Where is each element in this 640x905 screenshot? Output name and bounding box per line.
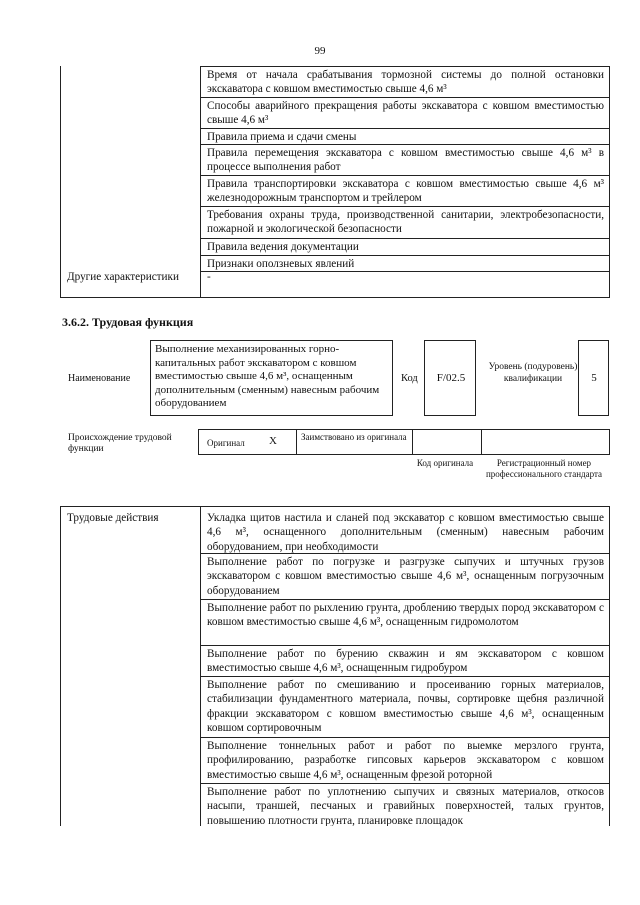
section-title: 3.6.2. Трудовая функция [62,315,194,329]
page-number: 99 [314,45,326,57]
borrowed-label: Заимствовано из оригинала [301,432,407,442]
level-label: Уровень (подуровень) квалификации [488,362,578,384]
knowledge-row: Правила перемещения экскаватора с ковшом вместимостью свыше 4,6 м³ в процессе выполнения работ [201,145,609,176]
code-label: Код [401,373,418,384]
labor-actions-label-cell [61,506,201,826]
reg-number-caption: Регистрационный номер профессионального стандарта [485,458,603,479]
divider [296,430,297,454]
divider [481,430,482,454]
origin-box [198,429,610,455]
labor-action-row: Выполнение тоннельных работ и работ по выемке мерзлого грунта, профилированию, разработке гипсовых карьеров экскаватором с ковшом вместимостью свыше 4,6 м³, оснащенным фрезой роторной [201,738,609,784]
original-label: Оригинал [207,438,245,448]
code-box [424,340,476,416]
knowledge-row: Требования охраны труда, производственной санитарии, электробезопасности, пожарной и экологической безопасности [201,207,609,239]
knowledge-row: Правила транспортировки экскаватора с ковшом вместимостью свыше 4,6 м³ железнодорожным транспортом и трейлером [201,176,609,207]
knowledge-row: Правила ведения документации [201,239,609,256]
labor-action-row: Выполнение работ по рыхлению грунта, дроблению твердых пород экскаватором с ковшом вместимостью свыше 4,6 м³, оснащенным гидромолотом [201,600,609,646]
knowledge-row: Правила приема и сдачи смены [201,129,609,145]
labor-actions-label: Трудовые действия [67,512,159,524]
labor-action-row: Выполнение работ по бурению скважин и ям экскаватором с ковшом вместимостью свыше 4,6 м³, оснащенным гидробуром [201,646,609,677]
original-mark: X [269,435,277,447]
function-name-value: Выполнение механизированных горно-капитальных работ экскаватором с ковшом вместимостью свыше 4,6 м³, оснащенным дополнительным (сменным) навесным рабочим оборудованием [155,343,380,409]
knowledge-label-cell [61,66,201,298]
origin-label: Происхождение трудовой функции [68,433,172,454]
knowledge-table [60,66,610,298]
other-characteristics-row [61,266,609,298]
labor-action-row: Укладка щитов настила и сланей под экскаватор с ковшом вместимостью свыше 4,6 м³, оснащенного дополнительным (сменным) навесным рабочим оборудованием, при необходимости [201,506,609,554]
level-box [578,340,609,416]
function-name-box [150,340,393,416]
level-value: 5 [591,372,597,384]
labor-action-row: Выполнение работ по уплотнению сыпучих и связных материалов, откосов насыпи, траншей, песчаных и гравийных поверхностей, талых грунтов, повышению плотности грунта, планировке площадок [207,786,604,826]
labor-action-row: Выполнение работ по погрузке и разгрузке сыпучих и штучных грузов экскаватором с ковшом вместимостью свыше 4,6 м³, оснащенным погрузочным оборудованием [201,554,609,600]
knowledge-rows [201,66,609,272]
divider [412,430,413,454]
knowledge-row: Способы аварийного прекращения работы экскаватора с ковшом вместимостью свыше 4,6 м³ [201,98,609,129]
code-original-caption: Код оригинала [416,458,474,468]
knowledge-row: Признаки оползневых явлений [201,256,609,272]
knowledge-row: Время от начала срабатывания тормозной системы до полной остановки экскаватора с ковшом вместимостью свыше 4,6 м³ [201,66,609,98]
name-label: Наименование [68,373,131,384]
labor-action-row: Выполнение работ по смешиванию и просеиванию горных материалов, стабилизации фундаментного материала, почвы, сортировке щебня различной фракции экскаватором с ковшом вместимостью свыше 4,6 м³, оснащенным ковшом сортировочным [201,677,609,738]
other-characteristics-value: - [207,271,211,283]
labor-actions-rows [201,506,609,826]
labor-actions-table [60,506,610,826]
other-characteristics-label: Другие характеристики [67,271,179,283]
code-value: F/02.5 [436,372,466,384]
